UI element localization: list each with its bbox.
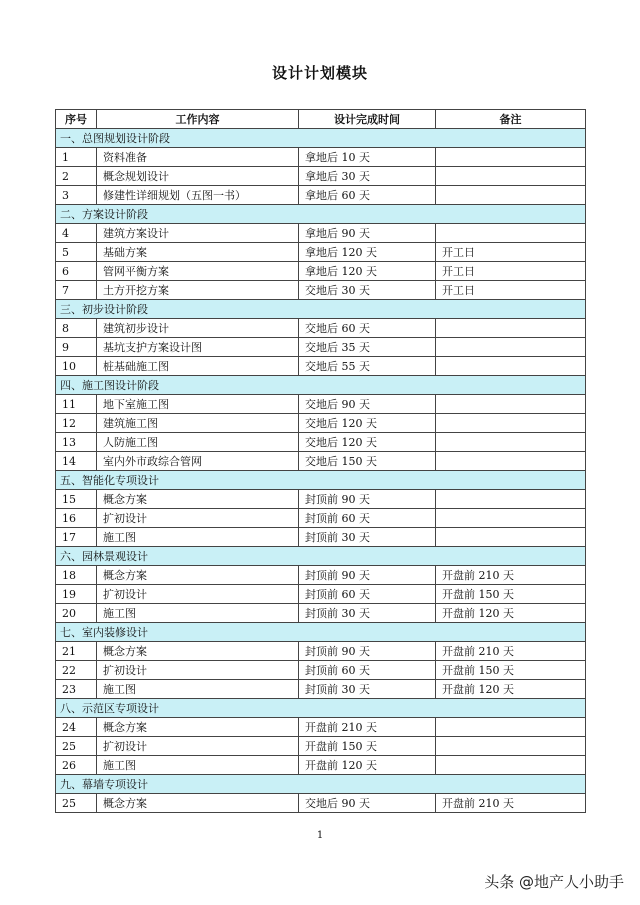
cell-note xyxy=(436,395,586,414)
table-row xyxy=(56,604,586,623)
cell-work: 施工图 xyxy=(97,680,299,699)
page-number: 1 xyxy=(316,830,324,841)
cell-time: 拿地后 30 天 xyxy=(299,167,436,186)
section-row xyxy=(56,623,586,642)
cell-seq: 25 xyxy=(56,794,97,813)
cell-seq: 16 xyxy=(56,509,97,528)
cell-work: 扩初设计 xyxy=(97,737,299,756)
cell-seq: 8 xyxy=(56,319,97,338)
cell-seq: 7 xyxy=(56,281,97,300)
cell-time: 交地后 90 天 xyxy=(299,794,436,813)
section-row xyxy=(56,300,586,319)
cell-time: 开盘前 150 天 xyxy=(299,737,436,756)
cell-seq: 11 xyxy=(56,395,97,414)
table-row xyxy=(56,680,586,699)
cell-note xyxy=(436,186,586,205)
cell-note xyxy=(436,452,586,471)
cell-work: 地下室施工图 xyxy=(97,395,299,414)
cell-time: 封顶前 90 天 xyxy=(299,490,436,509)
section-label: 一、总图规划设计阶段 xyxy=(56,129,586,148)
section-row xyxy=(56,129,586,148)
cell-work: 资料准备 xyxy=(97,148,299,167)
cell-note: 开工日 xyxy=(436,262,586,281)
cell-note: 开盘前 210 天 xyxy=(436,642,586,661)
cell-note xyxy=(436,357,586,376)
section-label: 八、示范区专项设计 xyxy=(56,699,586,718)
cell-note xyxy=(436,338,586,357)
cell-time: 拿地后 120 天 xyxy=(299,262,436,281)
cell-work: 施工图 xyxy=(97,604,299,623)
cell-note xyxy=(436,433,586,452)
table-row xyxy=(56,642,586,661)
cell-seq: 2 xyxy=(56,167,97,186)
cell-work: 概念方案 xyxy=(97,490,299,509)
cell-time: 封顶前 90 天 xyxy=(299,642,436,661)
table-row xyxy=(56,528,586,547)
document-title: 设计计划模块 xyxy=(271,64,368,82)
cell-work: 概念方案 xyxy=(97,794,299,813)
table-row xyxy=(56,756,586,775)
cell-note: 开盘前 150 天 xyxy=(436,661,586,680)
cell-work: 基础方案 xyxy=(97,243,299,262)
cell-note: 开盘前 120 天 xyxy=(436,604,586,623)
cell-seq: 4 xyxy=(56,224,97,243)
cell-seq: 10 xyxy=(56,357,97,376)
cell-note xyxy=(436,414,586,433)
table-row xyxy=(56,224,586,243)
cell-note: 开盘前 210 天 xyxy=(436,794,586,813)
cell-work: 扩初设计 xyxy=(97,509,299,528)
header-note: 备注 xyxy=(436,110,586,129)
cell-note: 开盘前 150 天 xyxy=(436,585,586,604)
table-row xyxy=(56,433,586,452)
table-row xyxy=(56,281,586,300)
cell-work: 人防施工图 xyxy=(97,433,299,452)
cell-seq: 24 xyxy=(56,718,97,737)
section-label: 二、方案设计阶段 xyxy=(56,205,586,224)
table-row xyxy=(56,319,586,338)
cell-time: 拿地后 90 天 xyxy=(299,224,436,243)
table-row xyxy=(56,566,586,585)
cell-seq: 6 xyxy=(56,262,97,281)
cell-time: 拿地后 120 天 xyxy=(299,243,436,262)
section-label: 四、施工图设计阶段 xyxy=(56,376,586,395)
cell-note xyxy=(436,718,586,737)
cell-note xyxy=(436,148,586,167)
table-body xyxy=(56,129,586,813)
cell-seq: 25 xyxy=(56,737,97,756)
cell-work: 概念方案 xyxy=(97,718,299,737)
cell-seq: 1 xyxy=(56,148,97,167)
cell-time: 交地后 120 天 xyxy=(299,433,436,452)
cell-time: 拿地后 60 天 xyxy=(299,186,436,205)
cell-work: 扩初设计 xyxy=(97,585,299,604)
cell-work: 修建性详细规划（五图一书） xyxy=(97,186,299,205)
cell-time: 开盘前 210 天 xyxy=(299,718,436,737)
cell-time: 封顶前 60 天 xyxy=(299,585,436,604)
cell-note xyxy=(436,528,586,547)
section-label: 九、幕墙专项设计 xyxy=(56,775,586,794)
cell-work: 基坑支护方案设计图 xyxy=(97,338,299,357)
cell-time: 封顶前 30 天 xyxy=(299,680,436,699)
table-row xyxy=(56,452,586,471)
cell-work: 管网平衡方案 xyxy=(97,262,299,281)
table-row xyxy=(56,357,586,376)
cell-note xyxy=(436,319,586,338)
section-label: 五、智能化专项设计 xyxy=(56,471,586,490)
cell-note xyxy=(436,737,586,756)
cell-seq: 5 xyxy=(56,243,97,262)
cell-note xyxy=(436,167,586,186)
header-work: 工作内容 xyxy=(97,110,299,129)
cell-note: 开工日 xyxy=(436,281,586,300)
cell-note: 开盘前 120 天 xyxy=(436,680,586,699)
cell-time: 交地后 150 天 xyxy=(299,452,436,471)
section-row xyxy=(56,205,586,224)
cell-note: 开工日 xyxy=(436,243,586,262)
section-label: 三、初步设计阶段 xyxy=(56,300,586,319)
cell-time: 开盘前 120 天 xyxy=(299,756,436,775)
table-row xyxy=(56,167,586,186)
cell-time: 封顶前 60 天 xyxy=(299,661,436,680)
cell-seq: 14 xyxy=(56,452,97,471)
cell-seq: 22 xyxy=(56,661,97,680)
cell-work: 土方开挖方案 xyxy=(97,281,299,300)
cell-seq: 15 xyxy=(56,490,97,509)
cell-seq: 23 xyxy=(56,680,97,699)
cell-seq: 3 xyxy=(56,186,97,205)
cell-seq: 18 xyxy=(56,566,97,585)
cell-seq: 13 xyxy=(56,433,97,452)
cell-time: 交地后 60 天 xyxy=(299,319,436,338)
cell-seq: 20 xyxy=(56,604,97,623)
section-row xyxy=(56,775,586,794)
table-row xyxy=(56,262,586,281)
cell-work: 建筑初步设计 xyxy=(97,319,299,338)
cell-time: 交地后 90 天 xyxy=(299,395,436,414)
table-row xyxy=(56,718,586,737)
cell-seq: 21 xyxy=(56,642,97,661)
cell-time: 交地后 120 天 xyxy=(299,414,436,433)
cell-work: 室内外市政综合管网 xyxy=(97,452,299,471)
table-header-row xyxy=(56,110,586,129)
table-row xyxy=(56,414,586,433)
cell-time: 封顶前 30 天 xyxy=(299,604,436,623)
section-row xyxy=(56,699,586,718)
cell-work: 扩初设计 xyxy=(97,661,299,680)
section-label: 七、室内装修设计 xyxy=(56,623,586,642)
cell-work: 施工图 xyxy=(97,528,299,547)
cell-work: 概念规划设计 xyxy=(97,167,299,186)
section-label: 六、园林景观设计 xyxy=(56,547,586,566)
cell-seq: 9 xyxy=(56,338,97,357)
table-row xyxy=(56,794,586,813)
table-row xyxy=(56,243,586,262)
table-row xyxy=(56,148,586,167)
cell-time: 交地后 35 天 xyxy=(299,338,436,357)
cell-seq: 17 xyxy=(56,528,97,547)
cell-time: 拿地后 10 天 xyxy=(299,148,436,167)
table-row xyxy=(56,661,586,680)
cell-work: 概念方案 xyxy=(97,642,299,661)
header-time: 设计完成时间 xyxy=(299,110,436,129)
section-row xyxy=(56,376,586,395)
cell-time: 交地后 30 天 xyxy=(299,281,436,300)
table-row xyxy=(56,737,586,756)
header-seq: 序号 xyxy=(56,110,97,129)
cell-note xyxy=(436,756,586,775)
section-row xyxy=(56,547,586,566)
cell-work: 概念方案 xyxy=(97,566,299,585)
table-row xyxy=(56,585,586,604)
cell-time: 封顶前 30 天 xyxy=(299,528,436,547)
cell-seq: 26 xyxy=(56,756,97,775)
cell-time: 封顶前 60 天 xyxy=(299,509,436,528)
cell-time: 封顶前 90 天 xyxy=(299,566,436,585)
cell-work: 建筑方案设计 xyxy=(97,224,299,243)
table-row xyxy=(56,395,586,414)
table-row xyxy=(56,338,586,357)
watermark-text: 头条 @地产人小助手 xyxy=(484,873,624,891)
design-plan-table xyxy=(55,109,586,813)
cell-seq: 12 xyxy=(56,414,97,433)
section-row xyxy=(56,471,586,490)
table-row xyxy=(56,509,586,528)
cell-note xyxy=(436,509,586,528)
cell-note: 开盘前 210 天 xyxy=(436,566,586,585)
cell-time: 交地后 55 天 xyxy=(299,357,436,376)
cell-seq: 19 xyxy=(56,585,97,604)
table-row xyxy=(56,186,586,205)
cell-work: 施工图 xyxy=(97,756,299,775)
cell-work: 桩基础施工图 xyxy=(97,357,299,376)
cell-work: 建筑施工图 xyxy=(97,414,299,433)
table-row xyxy=(56,490,586,509)
cell-note xyxy=(436,490,586,509)
cell-note xyxy=(436,224,586,243)
